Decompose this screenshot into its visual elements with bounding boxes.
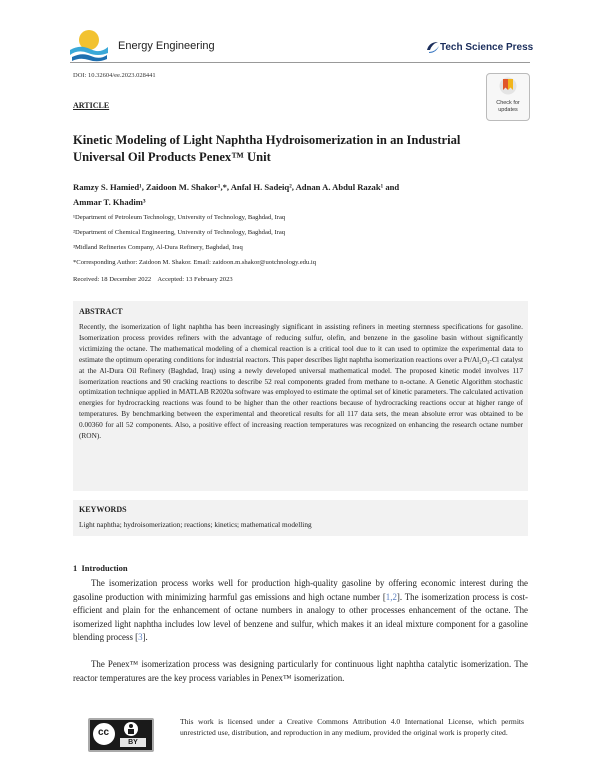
- keywords-heading: KEYWORDS: [79, 505, 127, 514]
- journal-name[interactable]: Energy Engineering: [118, 40, 215, 52]
- license-text: This work is licensed under a Creative Commons Attribution 4.0 International License, which permits unrestricted use, distribution, and reproduction in any medium, provided the original work is properly cited.: [180, 717, 524, 737]
- article-title: Kinetic Modeling of Light Naphtha Hydroisomerization in an Industrial Universal Oil Products Penex™ Unit: [73, 133, 461, 164]
- cc-icon: [92, 722, 116, 746]
- intro-p1-text-b: ]. The isomerization process is cost-efficient and plain for the enhancement of octane numbers in analogy to other processes enhancement of the octane. The isomerized light naphtha includes low level of benzene and sulfur, which makes it an ideal mixture component for a gasoline blending process [: [73, 591, 529, 642]
- journal-logo-icon: [68, 26, 110, 66]
- bookmark-icon: [499, 77, 517, 97]
- intro-p1-text-a: The isomerization process works well for production high-quality gasoline by offering economic interest during the gasoline production with minimizing harmful gas emissions and high octane number [: [73, 578, 528, 602]
- received-accepted-dates: Received: 18 December 2022 Accepted: 13 February 2023: [73, 276, 233, 283]
- publisher-logo-icon: [426, 40, 440, 54]
- check-for-updates-badge[interactable]: [486, 73, 530, 121]
- badge-line-2: updates: [498, 107, 518, 113]
- cc-icon-label: cc: [97, 727, 110, 738]
- publisher-name[interactable]: Tech Science Press: [440, 42, 534, 53]
- article-type: ARTICLE: [73, 101, 110, 110]
- cc-by-license-badge[interactable]: [88, 718, 154, 752]
- intro-p1-text-c: ].: [142, 632, 148, 642]
- affiliation-3: ³Midland Refineries Company, Al-Dura Refinery, Baghdad, Iraq: [73, 244, 243, 251]
- doi[interactable]: DOI: 10.32604/ee.2023.028441: [73, 72, 156, 79]
- affiliation-1: ¹Department of Petroleum Technology, University of Technology, Baghdad, Iraq: [73, 214, 286, 221]
- citation-link-1-2[interactable]: 1,2: [385, 591, 397, 602]
- section-heading-introduction: 1 Introduction: [73, 563, 128, 573]
- abstract-heading: ABSTRACT: [79, 307, 123, 316]
- header-rule: [70, 62, 530, 63]
- corresponding-author: *Corresponding Author: Zaidoon M. Shakor. Email: zaidoon.m.shakor@uotchnology.edu.iq: [73, 259, 316, 266]
- attribution-icon: [124, 722, 138, 736]
- by-label: BY: [120, 738, 146, 747]
- intro-paragraph-1: [73, 577, 528, 645]
- authors-line-1: Ramzy S. Hamied¹, Zaidoon M. Shakor¹,*, Anfal H. Sadeiq², Adnan A. Abdul Razak¹ and: [73, 182, 400, 192]
- affiliation-2: ²Department of Chemical Engineering, University of Technology, Baghdad, Iraq: [73, 229, 286, 236]
- badge-line-1: Check for: [496, 100, 520, 106]
- authors-line-2: Ammar T. Khadim³: [73, 197, 146, 207]
- citation-link-3[interactable]: 3: [138, 632, 143, 642]
- keywords-box: [73, 500, 528, 536]
- author-list: [73, 180, 493, 210]
- abstract-text: Recently, the isomerization of light naphtha has been increasingly significant in assisting refiners in meeting sternness specifications for gasoline. Isomerization process provides refiners with the advantage of reducing sulfur, olefin, and benzene in the gasoline basin without significantly victimizing the octane. The mathematical modeling of a chemical reaction is a critical tool due to it can used to optimize the experimental data to estimate the optimum operating conditions for industrial reactors. This paper describes light naphtha isomerization reactions over a Pt/Al₂O₃-Cl catalyst at the Al-Dura Oil Refinery (Baghdad, Iraq) using a newly developed universal mathematical model. The proposed kinetic model involves 117 isomerization reactions and 90 cracking reactions to describe 52 real components graded from methane to n-octane. A Genetic Algorithm stochastic optimization technique applied in MATLAB R2020a software was employed to estimate the optimal set of kinetic parameters. The calculated activation energies for hydrocracking reactions was found to be higher than the other reactions because of hydrocracking reactions occur at higher range of temperatures. By benchmarking between the experimental and theoretical results for all 117 data sets, the mean absolute error was obtained to be 0.00360 for all 52 components. Also, a positive effect of increasing reaction temperatures was recognized on enhancing the research octane number (RON).: [79, 322, 523, 441]
- intro-paragraph-2: The Penex™ isomerization process was designing particularly for continuous light naphtha catalytic isomerization. The reactor temperatures are the key process variables in Penex™ isomerization.: [73, 659, 528, 683]
- keywords-text: Light naphtha; hydroisomerization; reactions; kinetics; mathematical modelling: [79, 520, 312, 529]
